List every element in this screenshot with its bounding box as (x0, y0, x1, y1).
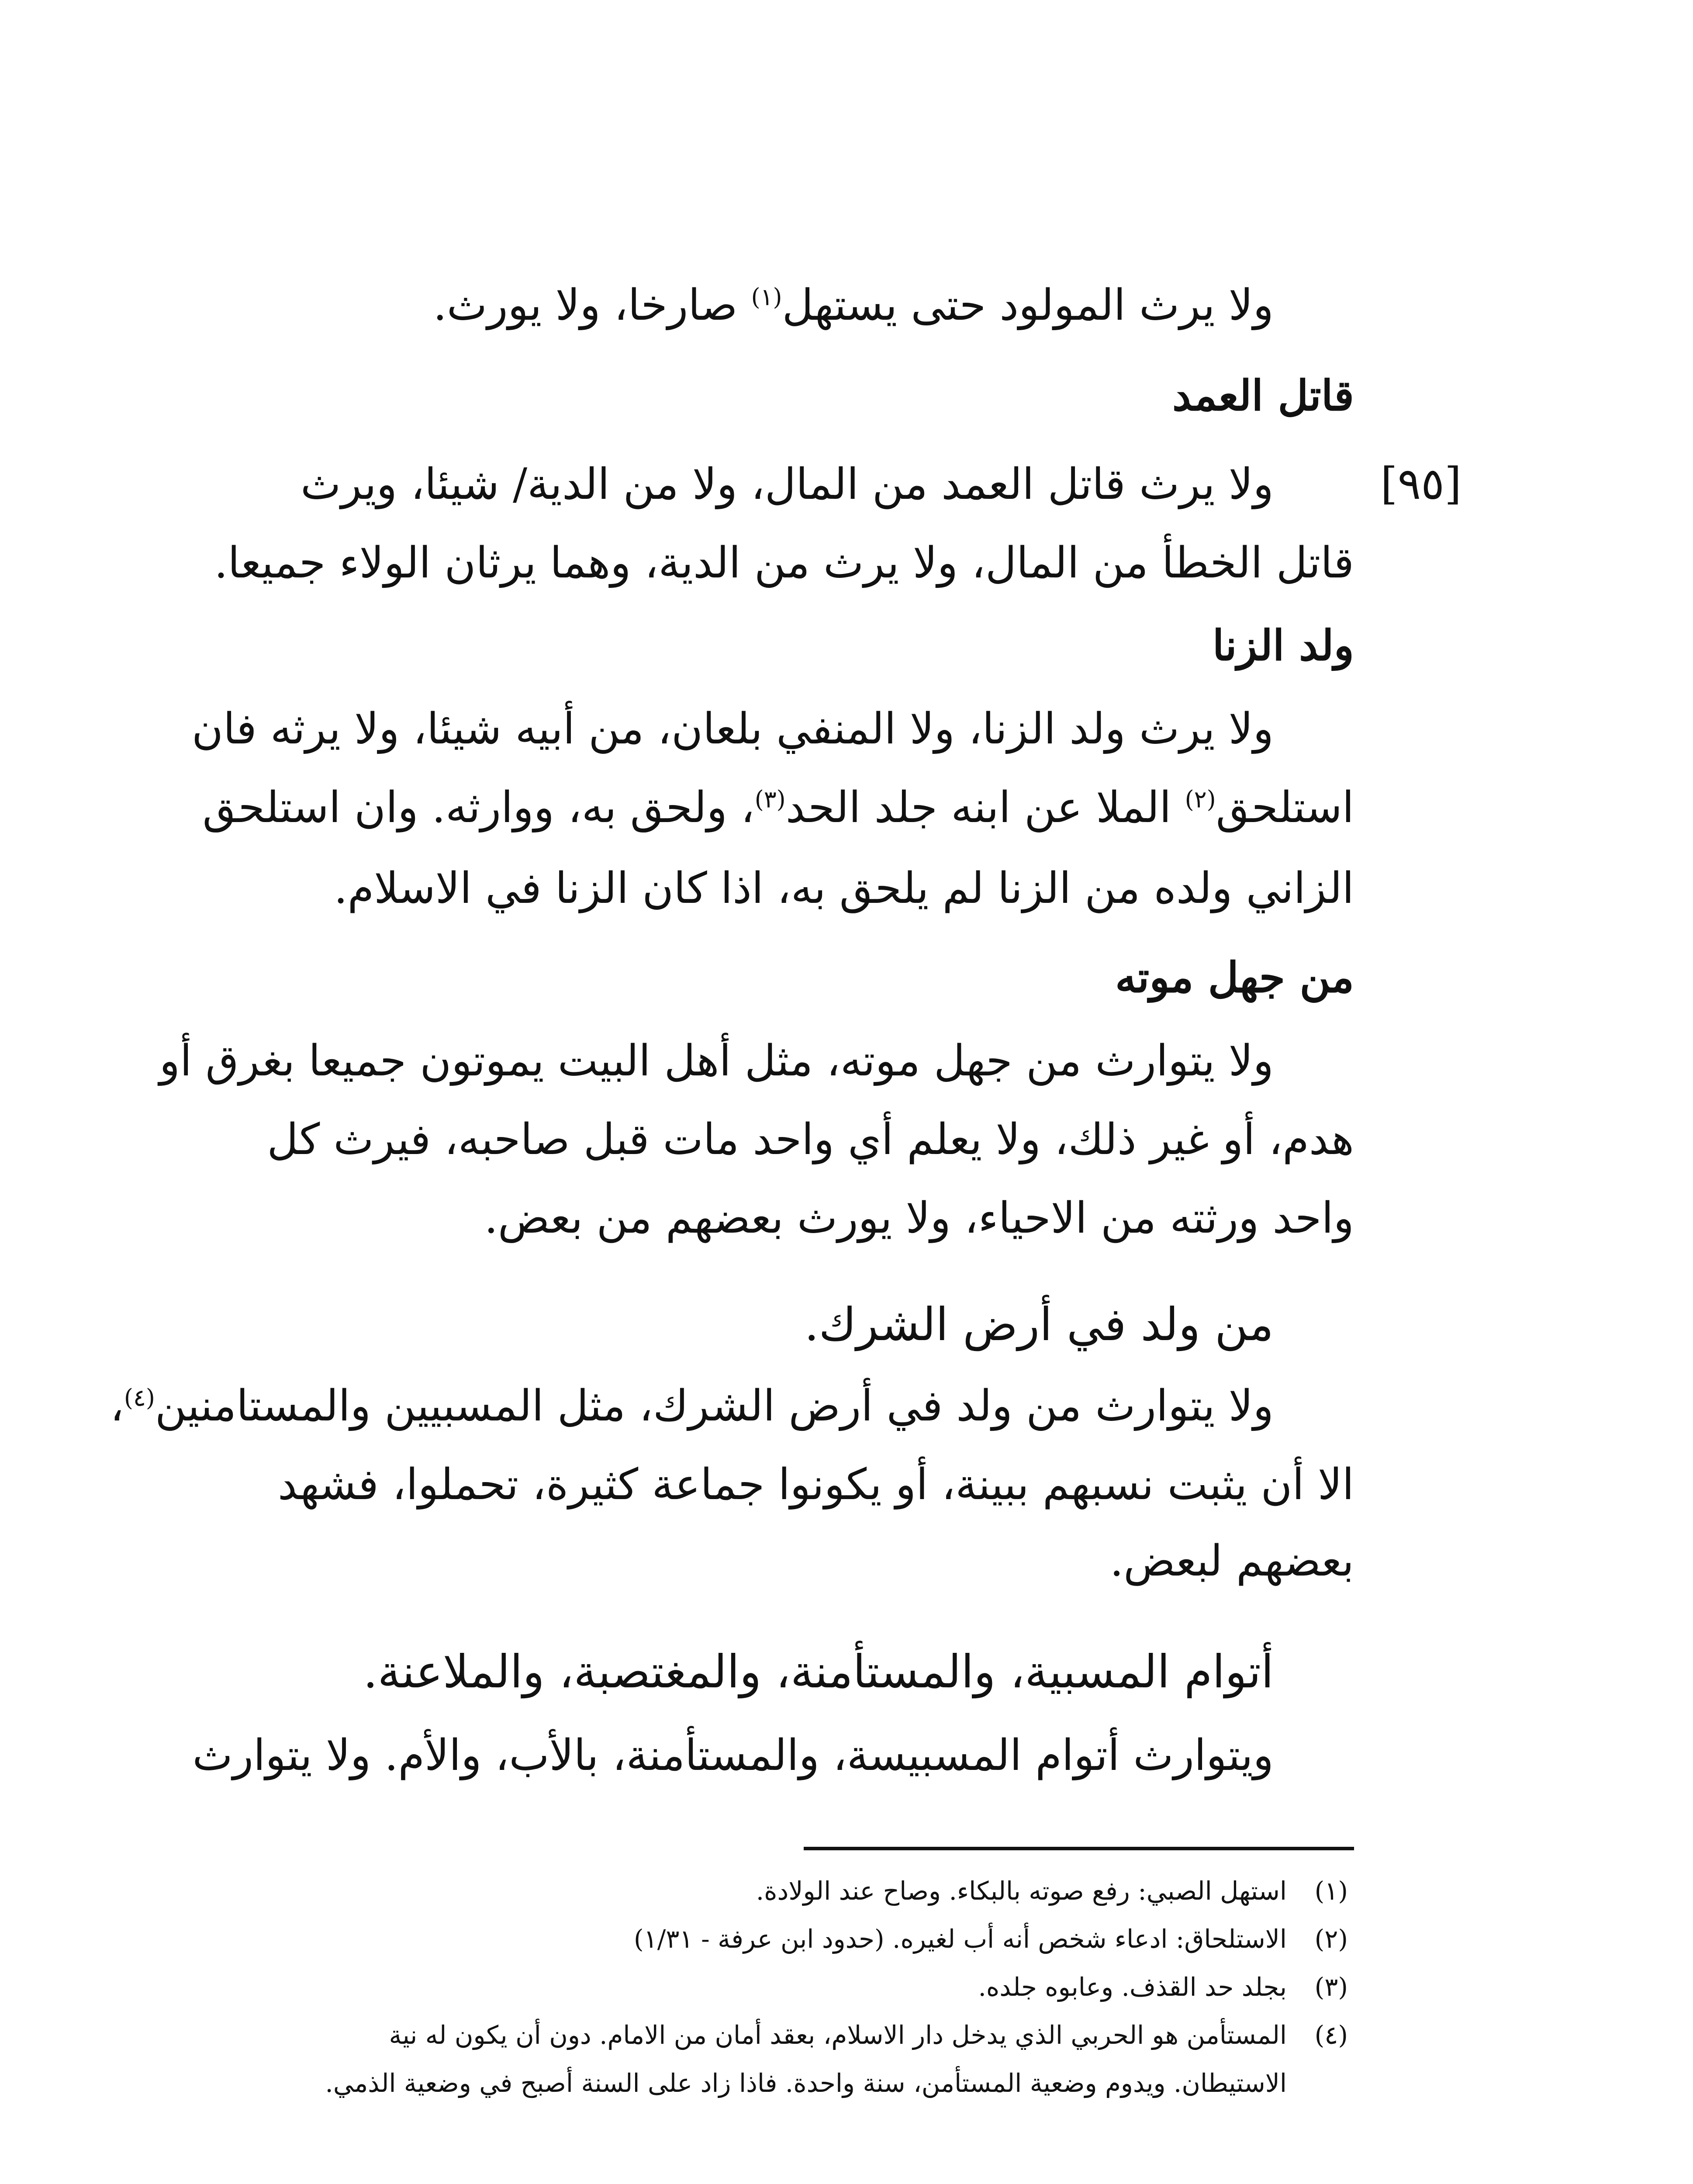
section-heading-walad-zina: ولد الزنا (1212, 621, 1354, 670)
paragraph-line: الا أن يثبت نسبهم ببينة، أو يكونوا جماعة كثيرة، تحملوا، فشهد (278, 1460, 1354, 1510)
paragraph-line: قاتل الخطأ من المال، ولا يرث من الدية، وهما يرثان الولاء جميعا. (214, 538, 1354, 588)
section-heading-jahl: من جهل موته (1115, 953, 1354, 1002)
footnote-text: الاستيطان. ويدوم وضعية المستأمن، سنة واحدة. فاذا زاد على السنة أصبح في وضعية الذمي. (325, 2068, 1287, 2098)
footnote-text: بجلد حد القذف. وعابوه جلده. (978, 1972, 1287, 2002)
paragraph-line: ويتوارث أتوام المسبيسة، والمستأمنة، بالأب، والأم. ولا يتوارث (192, 1731, 1274, 1780)
paragraph-line: الزاني ولده من الزنا لم يلحق به، اذا كان الزنا في الاسلام. (334, 864, 1354, 913)
paragraph-line: ولا يتوارث من جهل موته، مثل أهل البيت يموتون جميعا بغرق أو (159, 1036, 1274, 1086)
footnote-text: استهل الصبي: رفع صوته بالبكاء. وصاح عند الولادة. (756, 1876, 1287, 1906)
section-heading-atwam: أتوام المسبية، والمستأمنة، والمغتصبة، والملاعنة. (363, 1645, 1274, 1698)
paragraph-line: ولا يرث قاتل العمد من المال، ولا من الدية/ شيئا، ويرث (301, 460, 1274, 509)
footnote-ref: (٣) (754, 785, 786, 813)
paragraph-line: استلحق$^{(٢)}$ الملا عن ابنه جلد الحد$^{(٣)}$، ولحق به، ووارثه. وان استلحق (202, 783, 1354, 833)
paragraph-line: ولا يتوارث من ولد في أرض الشرك، مثل المسبيين والمستامنين$^{(٤)}$، (110, 1381, 1274, 1431)
footnote-number: (٢) (1314, 1924, 1348, 1954)
footnote-number: (١) (1314, 1876, 1348, 1906)
footnote-separator (804, 1847, 1354, 1850)
paragraph-line: هدم، أو غير ذلك، ولا يعلم أي واحد مات قبل صاحبه، فيرث كل (267, 1115, 1354, 1165)
footnote-ref: (٢) (1185, 785, 1216, 813)
footnote-ref: (٤) (124, 1384, 155, 1412)
paragraph-line: ولا يرث ولد الزنا، ولا المنفي بلعان، من أبيه شيئا، ولا يرثه فان (192, 704, 1274, 754)
footnote-number: (٣) (1314, 1972, 1348, 2002)
paragraph-line: ولا يرث المولود حتى يستهل$^{(١)}$ صارخا، ولا يورث. (433, 280, 1274, 330)
footnote-ref: (١) (751, 283, 782, 311)
paragraph-line: واحد ورثته من الاحياء، ولا يورث بعضهم من بعض. (484, 1193, 1354, 1243)
page-marker-95: [٩٥] (1380, 458, 1462, 509)
section-heading-qatil: قاتل العمد (1172, 371, 1354, 420)
footnote-text: الاستلحاق: ادعاء شخص أنه أب لغيره. (حدود ابن عرفة - ١/٣١) (634, 1924, 1287, 1954)
paragraph-line: بعضهم لبعض. (1109, 1536, 1354, 1586)
footnote-text: المستأمن هو الحربي الذي يدخل دار الاسلام، بعقد أمان من الامام. دون أن يكون له نية (389, 2020, 1287, 2050)
footnote-number: (٤) (1314, 2020, 1348, 2050)
section-heading-shirk: من ولد في أرض الشرك. (804, 1298, 1274, 1351)
